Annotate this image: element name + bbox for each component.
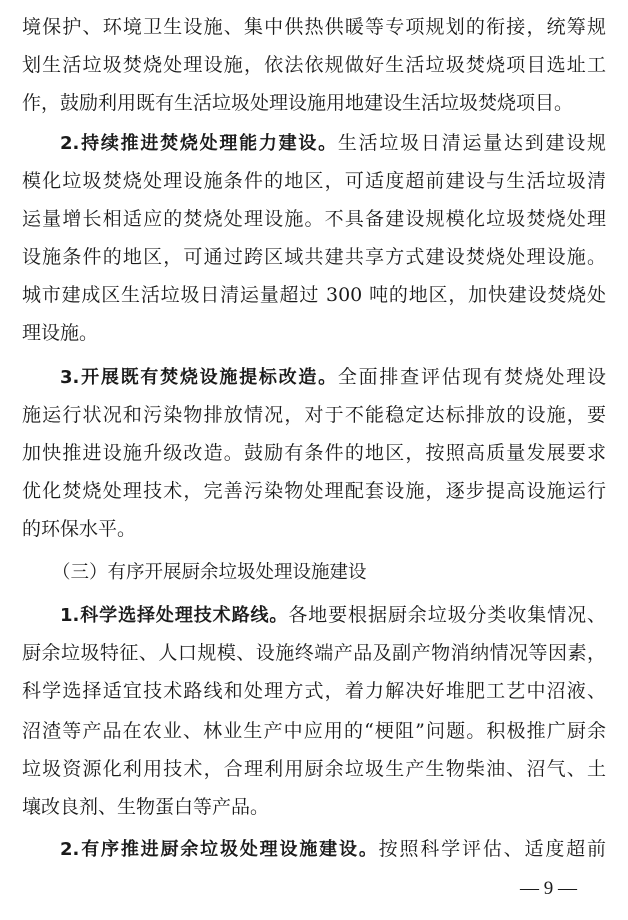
body-text-line: 模化垃圾焚烧处理设施条件的地区，可适度超前建设与生活垃圾清 bbox=[22, 170, 606, 192]
body-text-line: 运量增长相适应的焚烧处理设施。不具备建设规模化垃圾焚烧处理 bbox=[22, 208, 606, 230]
item-3-first-line bbox=[22, 358, 606, 396]
section-3-item-2-text: 按照科学评估、适度超前 bbox=[378, 838, 606, 860]
item-2-text: 生活垃圾日清运量达到建设规 bbox=[337, 132, 606, 154]
body-text-line: 科学选择适宜技术路线和处理方式，着力解决好堆肥工艺中沼液、 bbox=[22, 680, 606, 702]
body-text-line: 境保护、环境卫生设施、集中供热供暖等专项规划的衔接，统筹规 bbox=[22, 16, 606, 38]
body-text-line: 壤改良剂、生物蛋白等产品。 bbox=[22, 796, 270, 818]
body-text-line: 垃圾资源化利用技术，合理利用厨余垃圾生产生物柴油、沼气、土 bbox=[22, 758, 606, 780]
body-text-line: 沼渣等产品在农业、林业生产中应用的“梗阻”问题。积极推广厨余 bbox=[22, 720, 606, 742]
body-text-line: 的环保水平。 bbox=[22, 518, 137, 540]
item-2-heading: 2.持续推进焚烧处理能力建设。 bbox=[60, 133, 338, 154]
section-3-item-2-heading: 2.有序推进厨余垃圾处理设施建设。 bbox=[60, 839, 379, 860]
item-3-heading: 3.开展既有焚烧设施提标改造。 bbox=[60, 367, 338, 388]
body-text-line: 优化焚烧处理技术，完善污染物处理配套设施，逐步提高设施运行 bbox=[22, 480, 606, 502]
page-number: — 9 — bbox=[520, 878, 577, 899]
body-text-line: 加快推进设施升级改造。鼓励有条件的地区，按照高质量发展要求 bbox=[22, 442, 606, 464]
section-3-item-1-text: 各地要根据厨余垃圾分类收集情况、 bbox=[288, 604, 606, 626]
section-3-item-2-first-line bbox=[22, 830, 606, 868]
body-text-line: 城市建成区生活垃圾日清运量超过 300 吨的地区，加快建设焚烧处 bbox=[22, 284, 606, 306]
body-text-line: 理设施。 bbox=[22, 322, 99, 344]
section-3-item-1-heading: 1.科学选择处理技术路线。 bbox=[60, 605, 289, 626]
section-3-item-1-first-line bbox=[22, 596, 606, 634]
body-text-line: 划生活垃圾焚烧处理设施，依法依规做好生活垃圾焚烧项目选址工 bbox=[22, 54, 606, 76]
section-3-heading: （三）有序开展厨余垃圾处理设施建设 bbox=[52, 562, 367, 583]
body-text-line: 施运行状况和污染物排放情况，对于不能稳定达标排放的设施，要 bbox=[22, 404, 606, 426]
item-2-first-line bbox=[22, 124, 606, 162]
item-3-text: 全面排查评估现有焚烧处理设 bbox=[337, 366, 606, 388]
body-text-line: 厨余垃圾特征、人口规模、设施终端产品及副产物消纳情况等因素， bbox=[22, 642, 606, 664]
body-text-line: 设施条件的地区，可通过跨区域共建共享方式建设焚烧处理设施。 bbox=[22, 246, 606, 268]
body-text-line: 作，鼓励利用既有生活垃圾处理设施用地建设生活垃圾焚烧项目。 bbox=[22, 92, 574, 114]
